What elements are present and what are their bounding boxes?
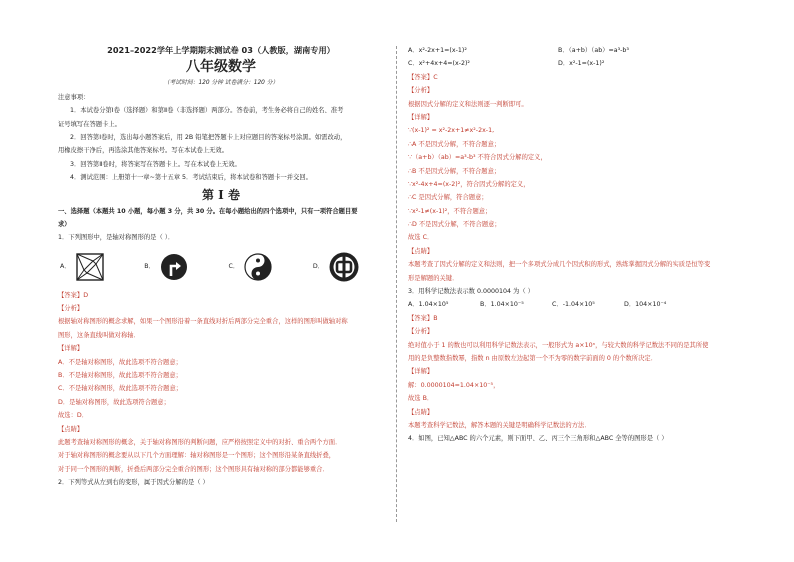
- option-label: D．: [312, 263, 324, 271]
- q1-detail-line: 故选：D．: [58, 412, 89, 420]
- option-label: C．: [228, 263, 240, 271]
- question-intro: 求）: [58, 220, 71, 228]
- q3-options-row: [408, 298, 738, 311]
- q1-option-b: [144, 252, 189, 282]
- q3-analysis-line: 用的是负整数指数幂，指数 n 由原数左边起第一个不为零的数字前面的 0 的个数所决定．: [408, 354, 657, 362]
- q2-analysis-line: 根据因式分解的定义和法则逐一判断即可。: [408, 100, 528, 108]
- question-3: 3．用科学记数法表示数 0.0000104 为（ ）: [408, 288, 534, 296]
- q2-detail-line: ∴B 不是因式分解，不符合题意；: [408, 167, 501, 175]
- q1-option-d: [313, 251, 360, 283]
- pinwheel-square-icon: [75, 252, 105, 282]
- note-line: 4．测试范围：上册第十一章~第十五章 5．考试结束后，将本试卷和答题卡一并交回。: [70, 174, 312, 182]
- q2-detail-line: ∴D 不是因式分解，不符合题意；: [408, 221, 501, 229]
- note-line: 3．回答第Ⅱ卷时，将答案写在答题卡上。写在本试卷上无效。: [70, 160, 241, 168]
- q3-option-a: A．1.04×10⁵: [408, 301, 449, 309]
- option-label: B．: [144, 263, 155, 271]
- q2-detail-line: ∵（a+b）（ab）=a³-b³ 不符合因式分解的定义，: [408, 154, 547, 162]
- q3-detail-line: 解：0.0000104=1.04×10⁻⁵，: [408, 381, 500, 389]
- q2-detail-line: ∴A 不是因式分解，不符合题意；: [408, 140, 501, 148]
- q2-analysis-heading: 【分析】: [408, 87, 434, 95]
- q1-analysis-line: 根据轴对称图形的概念求解，如果一个图形沿着一条直线对折后两部分完全重合，这样的图形叫做轴对称: [58, 318, 348, 326]
- q3-analysis-heading: 【分析】: [408, 328, 434, 336]
- q2-answer: 【答案】C: [408, 73, 438, 81]
- q1-detail-line: D．是轴对称图形，故此选项符合题意；: [58, 398, 170, 406]
- q3-option-c: C．-1.04×10⁵: [552, 301, 595, 309]
- q2-option-a: A．x²-2x+1=(x-1)²: [408, 47, 467, 54]
- option-label: A．: [60, 263, 71, 271]
- note-line: 证号填写在答题卡上。: [58, 120, 121, 128]
- q2-comment-line: 本题考查了因式分解的定义和法则，把一个多项式分成几个因式积的形式，熟练掌握因式分解的实质是恒等变: [408, 261, 711, 269]
- q3-analysis-line: 绝对值小于 1 的数也可以利用科学记数法表示，一般形式为 a×10ⁿ，与较大数的科学记数法不同的是其所使: [408, 341, 709, 349]
- yin-yang-icon: [243, 252, 273, 282]
- q1-comment-line: 此题考查轴对称图形的概念，关于轴对称图形的判断问题，应严格按照定义中的对折、重合两个方面．: [58, 438, 342, 446]
- q2-detail-line: ∴C 是因式分解，符合题意；: [408, 194, 488, 202]
- exam-meta: （考试时间：120 分钟 试卷满分：120 分）: [163, 80, 279, 87]
- q2-detail-line: ∵x²-1≠(x-1)²，不符合题意；: [408, 207, 492, 215]
- q2-option-b: B．（a+b）（ab）=a³-b³: [558, 47, 629, 54]
- q2-option-c: C．x²+4x+4=(x-2)²: [408, 60, 470, 68]
- q2-detail-heading: 【详解】: [408, 113, 434, 121]
- question-4: 4．如图，已知△ABC 的六个元素，则下面甲、乙、丙三个三角形和△ABC 全等的图形是（ ）: [408, 435, 668, 443]
- q1-analysis-heading: 【分析】: [58, 305, 84, 313]
- q1-comment-line: 对于轴对称图形的概念要从以下几个方面理解：轴对称图形是一个图形；这个图形沿某条直线折叠，: [58, 452, 336, 460]
- q3-option-b: B．1.04×10⁻⁵: [480, 301, 524, 309]
- q2-detail-line: ∵(x-1)² = x²-2x+1≠x²-2x-1,: [408, 127, 495, 135]
- q1-comment-line: 对于同一个图形的判断，折叠后两部分完全重合的图形；这个图形具有轴对称的部分都能够重合．: [58, 465, 329, 473]
- exam-subject: 八年级数学: [186, 59, 256, 76]
- question-1: 1．下列图形中，是轴对称图形的是（ ）．: [58, 234, 175, 242]
- question-intro: 一、选择题（本题共 10 小题，每小题 3 分，共 30 分。在每小题给出的四个选项中，只有一项符合题目要: [58, 207, 358, 215]
- q3-answer: 【答案】B: [408, 314, 438, 322]
- q1-detail-line: A．不是轴对称图形，故此选项不符合题意；: [58, 358, 182, 366]
- q1-option-a: [60, 252, 105, 282]
- note-line: 用橡皮擦干净后，再选涂其他答案标号。写在本试卷上无效。: [58, 147, 229, 155]
- q2-comment-line: 形是解题的关键．: [408, 274, 459, 282]
- q1-analysis-line: 图形，这条直线叫做对称轴．: [58, 331, 140, 339]
- q1-answer: 【答案】D: [58, 291, 89, 299]
- bank-logo-icon: [328, 251, 360, 283]
- q1-figures: [60, 245, 360, 289]
- q3-comment-heading: 【点睛】: [408, 408, 434, 416]
- q2-options-row: [408, 57, 738, 70]
- q2-detail-line: ∵x²-4x+4=(x-2)²，符合因式分解的定义，: [408, 180, 530, 188]
- exam-title: 2021–2022学年上学期期末测试卷 03（人教版，湖南专用）: [107, 45, 335, 55]
- section-title: 第 Ⅰ 卷: [202, 187, 240, 202]
- q3-comment-line: 本题考查科学记数法，解答本题的关键是明确科学记数法的方法．: [408, 421, 591, 429]
- q1-detail-heading: 【详解】: [58, 345, 84, 353]
- q1-option-c: [228, 252, 273, 282]
- turn-sign-icon: [159, 252, 189, 282]
- column-divider: [396, 46, 397, 522]
- note-line: 1．本试卷分第Ⅰ卷（选择题）和第Ⅱ卷（非选择题）两部分。答卷前，考生务必将自己的姓名、准考: [70, 107, 344, 115]
- q2-detail-line: 故选 C．: [408, 234, 434, 242]
- q2-options-row: [408, 44, 738, 57]
- q1-detail-line: B．不是轴对称图形，故此选项不符合题意；: [58, 372, 182, 380]
- q3-option-d: D．104×10⁻⁴: [624, 301, 667, 309]
- q2-option-d: D．x²-1=(x-1)²: [558, 60, 605, 68]
- notes-heading: 注意事项：: [58, 93, 90, 101]
- left-column: [58, 44, 384, 490]
- q1-detail-line: C．不是轴对称图形，故此选项不符合题意；: [58, 385, 183, 393]
- note-line: 2．回答第Ⅰ卷时，选出每小题答案后，用 2B 铅笔把答题卡上对应题目的答案标号涂黑。如需改动，: [70, 133, 347, 141]
- q3-detail-line: 故选 B．: [408, 395, 434, 403]
- q1-comment-heading: 【点睛】: [58, 425, 84, 433]
- right-column: [408, 44, 738, 446]
- question-2: 2．下列等式从左到右的变形，属于因式分解的是（ ）: [58, 479, 209, 487]
- q3-detail-heading: 【详解】: [408, 368, 434, 376]
- q2-comment-heading: 【点睛】: [408, 247, 434, 255]
